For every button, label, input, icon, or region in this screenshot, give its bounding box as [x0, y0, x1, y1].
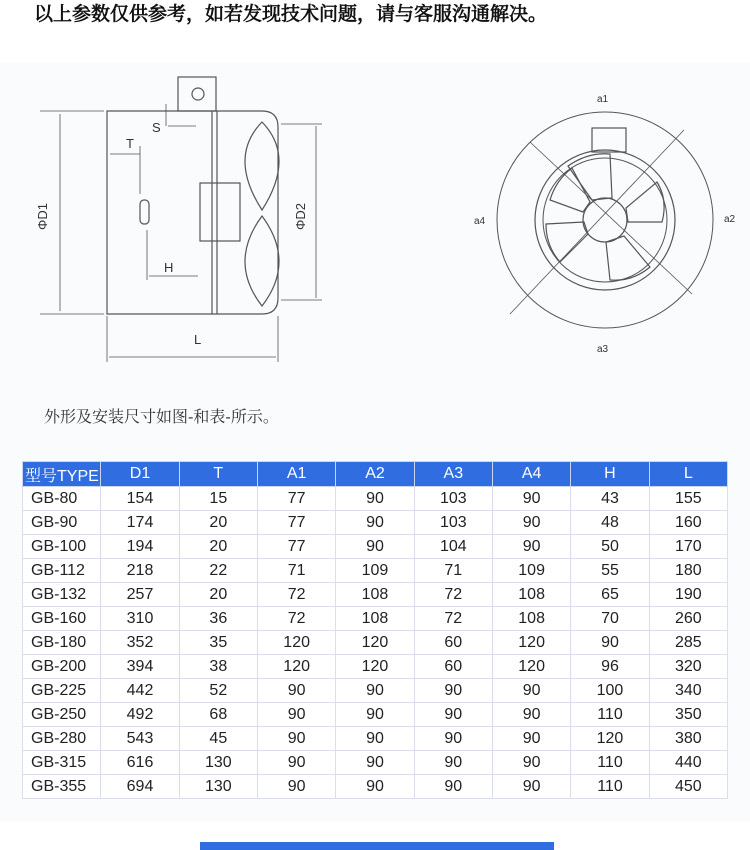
label-a2: a2 [724, 214, 736, 225]
table-row [23, 703, 728, 727]
value-cell: 72 [257, 583, 335, 607]
label-d1: ΦD1 [35, 203, 50, 230]
value-cell: 352 [101, 631, 179, 655]
value-cell: 90 [336, 775, 414, 799]
caption: 外形及安装尺寸如图-和表-所示。 [44, 407, 279, 426]
mounting-bracket [178, 77, 216, 111]
header-cell: A4 [492, 462, 570, 487]
value-cell: 492 [101, 703, 179, 727]
value-cell: 285 [649, 631, 727, 655]
value-cell: 50 [571, 535, 649, 559]
label-t: T [126, 136, 134, 151]
value-cell: 109 [336, 559, 414, 583]
table-row [23, 583, 728, 607]
value-cell: 394 [101, 655, 179, 679]
value-cell: 90 [257, 727, 335, 751]
value-cell: 110 [571, 775, 649, 799]
label-d2: ΦD2 [293, 203, 308, 230]
value-cell: 71 [414, 559, 492, 583]
value-cell: 108 [492, 583, 570, 607]
value-cell: 103 [414, 511, 492, 535]
value-cell: 22 [179, 559, 257, 583]
model-cell: GB-160 [23, 607, 101, 631]
front-blades [546, 154, 664, 280]
value-cell: 155 [649, 487, 727, 511]
value-cell: 130 [179, 751, 257, 775]
value-cell: 45 [179, 727, 257, 751]
value-cell: 71 [257, 559, 335, 583]
value-cell: 20 [179, 535, 257, 559]
dimension-drawing [0, 62, 750, 402]
value-cell: 108 [336, 583, 414, 607]
header-cell: A1 [257, 462, 335, 487]
value-cell: 90 [257, 751, 335, 775]
value-cell: 77 [257, 535, 335, 559]
value-cell: 55 [571, 559, 649, 583]
table-row [23, 535, 728, 559]
value-cell: 90 [257, 775, 335, 799]
value-cell: 440 [649, 751, 727, 775]
value-cell: 15 [179, 487, 257, 511]
value-cell: 160 [649, 511, 727, 535]
model-cell: GB-100 [23, 535, 101, 559]
value-cell: 170 [649, 535, 727, 559]
value-cell: 72 [414, 583, 492, 607]
value-cell: 43 [571, 487, 649, 511]
value-cell: 108 [492, 607, 570, 631]
value-cell: 36 [179, 607, 257, 631]
label-h: H [164, 260, 174, 275]
value-cell: 52 [179, 679, 257, 703]
value-cell: 442 [101, 679, 179, 703]
value-cell: 65 [571, 583, 649, 607]
value-cell: 194 [101, 535, 179, 559]
header-cell: A2 [336, 462, 414, 487]
value-cell: 543 [101, 727, 179, 751]
value-cell: 109 [492, 559, 570, 583]
table-row [23, 631, 728, 655]
hub [583, 198, 627, 242]
value-cell: 154 [101, 487, 179, 511]
value-cell: 77 [257, 511, 335, 535]
label-l: L [194, 332, 202, 347]
table-row [23, 655, 728, 679]
value-cell: 72 [257, 607, 335, 631]
header-cell: T [179, 462, 257, 487]
bottom-bar [200, 842, 554, 850]
outer-ring [497, 112, 713, 328]
value-cell: 90 [492, 703, 570, 727]
value-cell: 257 [101, 583, 179, 607]
model-cell: GB-200 [23, 655, 101, 679]
table-row [23, 511, 728, 535]
table-header-row [23, 462, 728, 487]
model-cell: GB-132 [23, 583, 101, 607]
value-cell: 104 [414, 535, 492, 559]
model-cell: GB-315 [23, 751, 101, 775]
model-cell: GB-112 [23, 559, 101, 583]
value-cell: 380 [649, 727, 727, 751]
value-cell: 130 [179, 775, 257, 799]
value-cell: 100 [571, 679, 649, 703]
value-cell: 90 [336, 487, 414, 511]
value-cell: 90 [414, 703, 492, 727]
value-cell: 90 [336, 751, 414, 775]
model-cell: GB-180 [23, 631, 101, 655]
value-cell: 90 [336, 679, 414, 703]
model-cell: GB-250 [23, 703, 101, 727]
value-cell: 320 [649, 655, 727, 679]
table-row [23, 559, 728, 583]
value-cell: 20 [179, 583, 257, 607]
value-cell: 90 [257, 703, 335, 727]
notice-text: 以上参数仅供参考，如若发现技术问题，请与客服沟通解决。 [8, 0, 728, 30]
value-cell: 340 [649, 679, 727, 703]
value-cell: 35 [179, 631, 257, 655]
value-cell: 38 [179, 655, 257, 679]
value-cell: 180 [649, 559, 727, 583]
value-cell: 450 [649, 775, 727, 799]
value-cell: 120 [257, 655, 335, 679]
value-cell: 90 [336, 535, 414, 559]
table-body [23, 487, 728, 799]
value-cell: 90 [414, 775, 492, 799]
housing-ring [535, 150, 675, 290]
model-cell: GB-355 [23, 775, 101, 799]
header-cell: D1 [101, 462, 179, 487]
value-cell: 90 [571, 631, 649, 655]
value-cell: 190 [649, 583, 727, 607]
value-cell: 90 [492, 535, 570, 559]
header-cell: L [649, 462, 727, 487]
table-row [23, 727, 728, 751]
label-a3: a3 [597, 344, 609, 355]
header-cell: A3 [414, 462, 492, 487]
value-cell: 174 [101, 511, 179, 535]
value-cell: 350 [649, 703, 727, 727]
blade-upper [245, 122, 279, 210]
value-cell: 70 [571, 607, 649, 631]
value-cell: 694 [101, 775, 179, 799]
value-cell: 103 [414, 487, 492, 511]
value-cell: 218 [101, 559, 179, 583]
value-cell: 90 [492, 679, 570, 703]
value-cell: 120 [571, 727, 649, 751]
model-cell: GB-80 [23, 487, 101, 511]
value-cell: 120 [492, 631, 570, 655]
table-row [23, 751, 728, 775]
value-cell: 90 [336, 511, 414, 535]
value-cell: 60 [414, 655, 492, 679]
table-row [23, 679, 728, 703]
slot [140, 200, 149, 224]
value-cell: 616 [101, 751, 179, 775]
value-cell: 90 [492, 775, 570, 799]
value-cell: 20 [179, 511, 257, 535]
value-cell: 120 [257, 631, 335, 655]
bracket-hole [192, 88, 204, 100]
model-cell: GB-90 [23, 511, 101, 535]
value-cell: 48 [571, 511, 649, 535]
value-cell: 60 [414, 631, 492, 655]
value-cell: 90 [492, 487, 570, 511]
value-cell: 120 [492, 655, 570, 679]
inner-ring [543, 158, 667, 282]
value-cell: 72 [414, 607, 492, 631]
value-cell: 90 [414, 751, 492, 775]
value-cell: 120 [336, 631, 414, 655]
label-s: S [152, 120, 161, 135]
value-cell: 260 [649, 607, 727, 631]
value-cell: 110 [571, 751, 649, 775]
value-cell: 120 [336, 655, 414, 679]
value-cell: 90 [492, 511, 570, 535]
value-cell: 90 [414, 679, 492, 703]
table-row [23, 775, 728, 799]
value-cell: 90 [336, 703, 414, 727]
model-cell: GB-280 [23, 727, 101, 751]
value-cell: 68 [179, 703, 257, 727]
motor-box [200, 183, 240, 241]
value-cell: 96 [571, 655, 649, 679]
model-cell: GB-225 [23, 679, 101, 703]
value-cell: 90 [492, 751, 570, 775]
label-a4: a4 [474, 216, 486, 227]
value-cell: 90 [336, 727, 414, 751]
value-cell: 90 [414, 727, 492, 751]
value-cell: 90 [492, 727, 570, 751]
header-cell: 型号TYPE [23, 462, 101, 487]
table-row [23, 487, 728, 511]
value-cell: 77 [257, 487, 335, 511]
value-cell: 310 [101, 607, 179, 631]
value-cell: 108 [336, 607, 414, 631]
front-bracket [592, 128, 626, 152]
value-cell: 90 [257, 679, 335, 703]
spec-table [22, 461, 728, 799]
header-cell: H [571, 462, 649, 487]
table-row [23, 607, 728, 631]
label-a1: a1 [597, 94, 609, 105]
value-cell: 110 [571, 703, 649, 727]
blade-lower [245, 216, 279, 306]
